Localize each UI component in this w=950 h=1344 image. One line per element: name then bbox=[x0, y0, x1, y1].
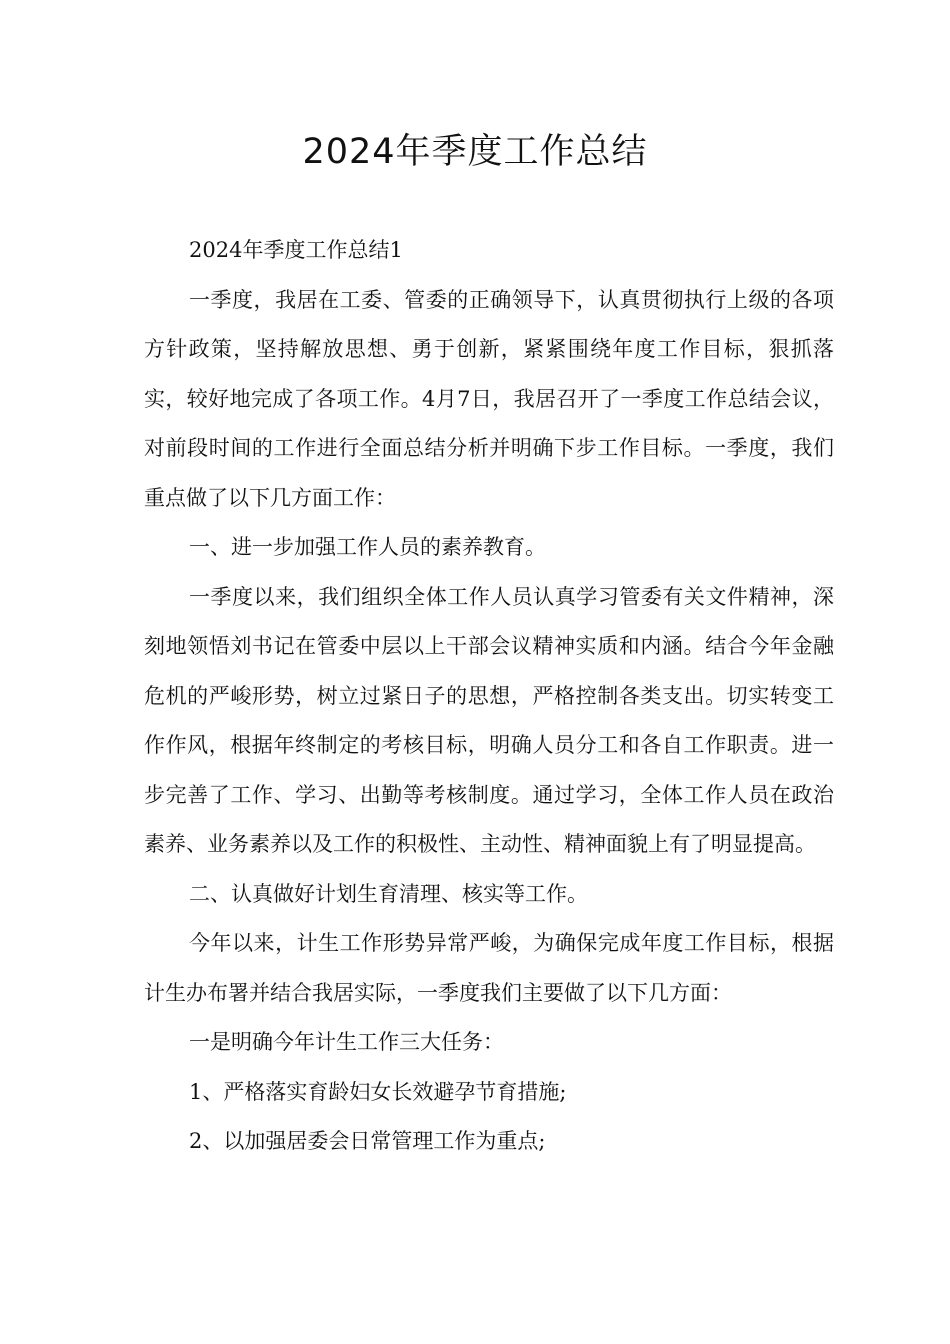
document-title: 2024年季度工作总结 bbox=[302, 132, 648, 172]
body-paragraph: 一季度，我居在工委、管委的正确领导下，认真贯彻执行上级的各项方针政策，坚持解放思想、勇于创新，紧紧围绕年度工作目标，狠抓落实，较好地完成了各项工作。4月7日，我居召开了一季度工作总结会议，对前段时间的工作进行全面总结分析并明确下步工作目标。一季度，我们重点做了以下几方面工作： bbox=[144, 287, 834, 510]
list-item: 1、严格落实育龄妇女长效避孕节育措施; bbox=[189, 1079, 567, 1104]
section-heading: 2024年季度工作总结1 bbox=[189, 238, 403, 262]
list-item: 2、以加强居委会日常管理工作为重点; bbox=[189, 1129, 546, 1153]
body-paragraph: 一季度以来，我们组织全体工作人员认真学习管委有关文件精神，深刻地领悟刘书记在管委中层以上干部会议精神实质和内涵。结合今年金融危机的严峻形势，树立过紧日子的思想，严格控制各类支出。切实转变工作作风，根据年终制定的考核目标，明确人员分工和各自工作职责。进一步完善了工作、学习、出勤等考核制度。通过学习，全体工作人员在政治素养、业务素养以及工作的积极性、主动性、精神面貌上有了明显提高。 bbox=[144, 584, 834, 856]
item-heading: 二、认真做好计划生育清理、核实等工作。 bbox=[189, 881, 588, 906]
sub-heading: 一是明确今年计生工作三大任务： bbox=[189, 1030, 504, 1054]
document-body bbox=[144, 226, 834, 1167]
item-heading: 一、进一步加强工作人员的素养教育。 bbox=[189, 535, 546, 559]
body-paragraph: 今年以来，计生工作形势异常严峻，为确保完成年度工作目标，根据计生办布署并结合我居实际，一季度我们主要做了以下几方面： bbox=[144, 931, 834, 1005]
